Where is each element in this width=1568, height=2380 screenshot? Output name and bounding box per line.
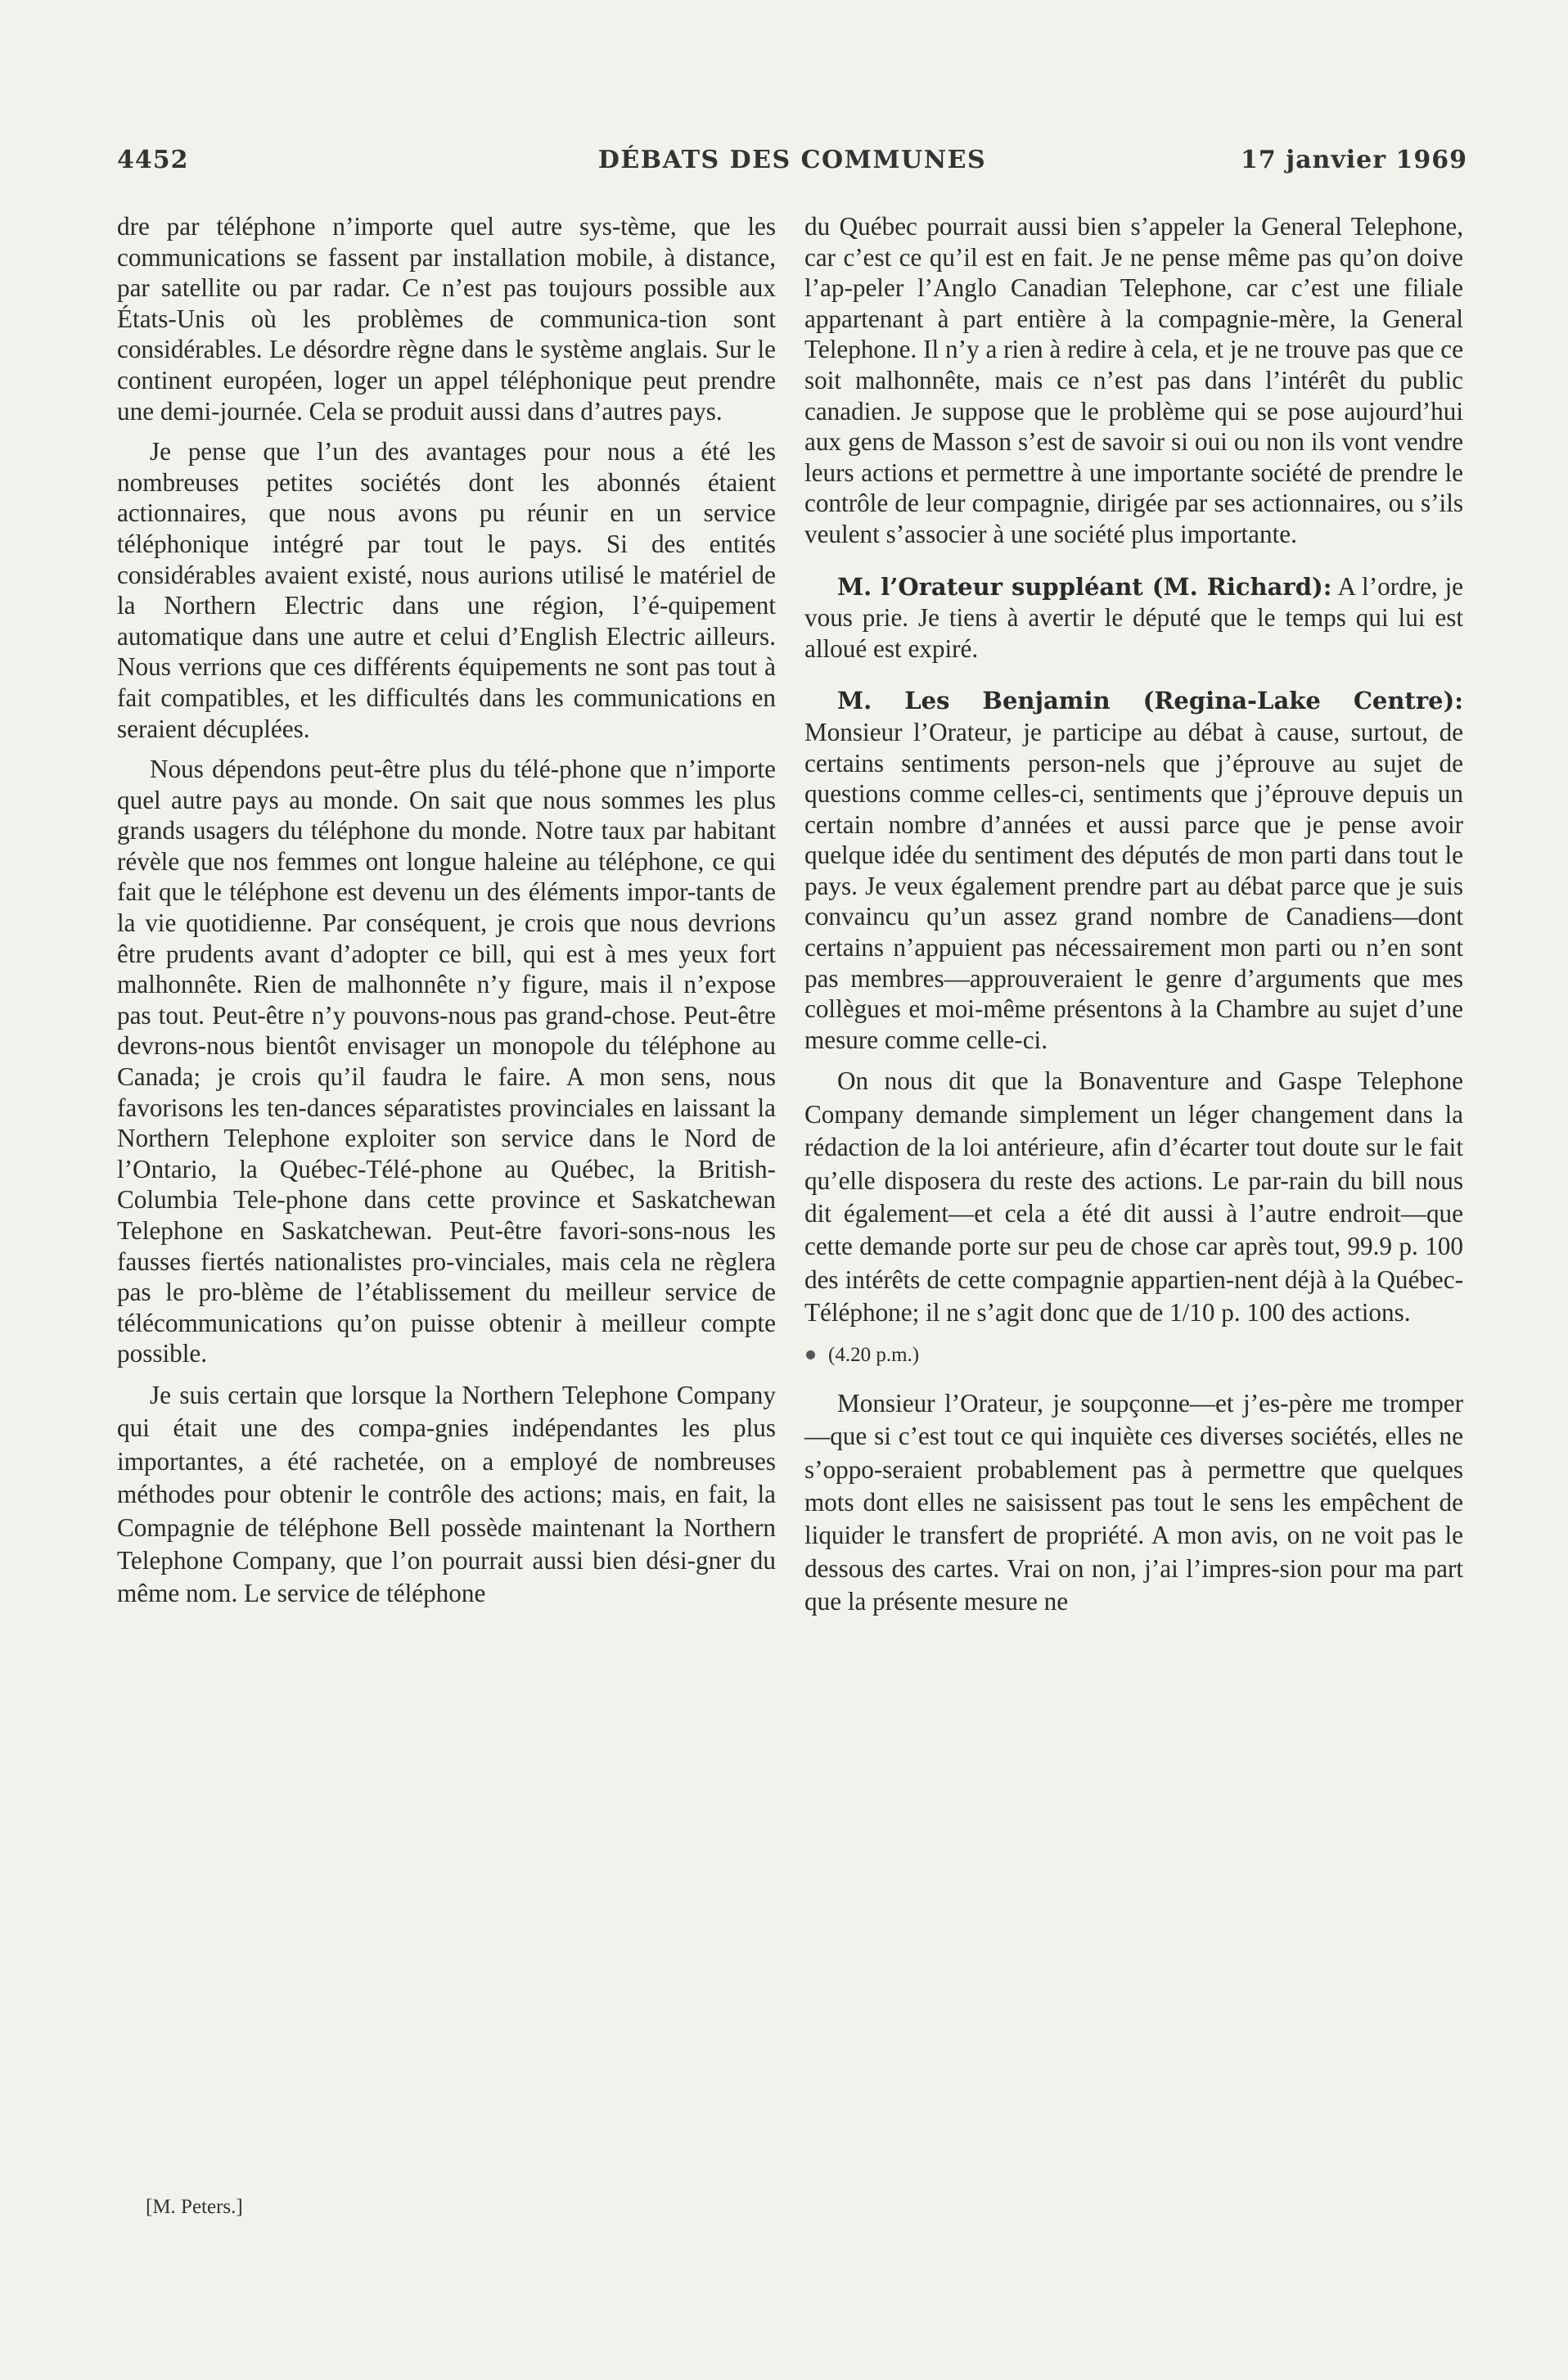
right-column xyxy=(804,211,1463,1629)
page-date: 17 janvier 1969 xyxy=(1241,146,1467,174)
time-marker xyxy=(804,1341,1463,1369)
bullet-icon xyxy=(806,1350,815,1359)
footer-speaker-ref: [M. Peters.] xyxy=(146,2196,243,2218)
time-marker-text: (4.20 p.m.) xyxy=(828,1343,920,1366)
speaker-paragraph xyxy=(804,571,1463,665)
speaker-name: M. Les Benjamin (Regina-Lake Centre): xyxy=(837,687,1463,715)
paragraph: Nous dépendons peut-être plus du télé-phone que n’importe quel autre pays au monde. On sait que nous sommes les plus grands usagers du téléphone du monde. Notre taux par habitant révèle que nos femmes ont longue haleine au téléphone, ce qui fait que le téléphone est devenu un des éléments impor-tants de la vie quotidienne. Par conséquent, je crois que nous devrions être prudents avant d’adopter ce bill, qui est à mes yeux fort malhonnête. Rien de malhonnête n’y figure, mais il n’expose pas tout. Peut-être n’y pouvons-nous pas grand-chose. Peut-être devrons-nous bientôt envisager un monopole du téléphone au Canada; je crois qu’il faudra le faire. A mon sens, nous favorisons les ten-dances séparatistes provinciales en laissant la Northern Telephone exploiter son service dans le Nord de l’Ontario, la Québec-Télé-phone au Québec, la British-Columbia Tele-phone dans cette province et Saskatchewan Telephone en Saskatchewan. Peut-être favori-sons-nous les fausses fiertés nationalistes pro-vinciales, mais cela ne règlera pas le pro-blème de l’établissement du meilleur service de télécommunications qu’on puisse obtenir à meilleur compte possible. xyxy=(117,755,776,1368)
speaker-paragraph xyxy=(804,685,1463,1055)
paragraph: Je pense que l’un des avantages pour nous a été les nombreuses petites sociétés dont les abonnés étaient actionnaires, que nous avons pu réunir en un service téléphonique intégré par tout le pays. Si des entités considérables avaient existé, nous aurions utilisé le matériel de la Northern Electric dans une région, l’é-quipement automatique dans une autre et celui d’English Electric ailleurs. Nous verrions que ces différents équipements ne sont pas tout à fait compatibles, et les difficultés dans les communications en seraient décuplées. xyxy=(117,437,776,743)
paragraph: du Québec pourrait aussi bien s’appeler la General Telephone, car c’est ce qu’il est en fait. Je ne pense même pas qu’on doive l’ap-peler l’Anglo Canadian Telephone, car c’est une filiale appartenant à part entière à la compagnie-mère, la General Telephone. Il n’y a rien à redire à cela, et je ne trouve pas que ce soit malhonnête, mais ce n’est pas dans l’intérêt du public canadien. Je suppose que le problème qui se pose aujourd’hui aux gens de Masson s’est de savoir si oui ou non ils vont vendre leurs actions et permettre à une importante société de prendre le contrôle de leur compagnie, dirigée par ses actionnaires, ou s’ils veulent s’associer à une société plus importante. xyxy=(804,212,1463,548)
paragraph: dre par téléphone n’importe quel autre sys-tème, que les communications se fassent par installation mobile, à distance, par satellite ou par radar. Ce n’est pas toujours possible aux États-Unis où les problèmes de communica-tion sont considérables. Le désordre règne dans le système anglais. Sur le continent européen, loger un appel téléphonique peut prendre une demi-journée. Cela se produit aussi dans d’autres pays. xyxy=(117,212,776,426)
page-number: 4452 xyxy=(117,146,189,174)
paragraph: On nous dit que la Bonaventure and Gaspe Telephone Company demande simplement un léger changement dans la rédaction de la loi antérieure, afin d’écarter tout doute sur le fait qu’elle disposera du reste des actions. Le par-rain du bill nous dit également—et cela a été dit aussi à l’autre endroit—que cette demande porte sur peu de chose car après tout, 99.9 p. 100 des intérêts de cette compagnie appartien-nent déjà à la Québec-Téléphone; il ne s’agit donc que de 1/10 p. 100 des actions. xyxy=(804,1066,1463,1327)
publication-title: DÉBATS DES COMMUNES xyxy=(597,146,987,174)
speaker-text: A l’ordre, je vous prie. Je tiens à avertir le député que le temps qui lui est alloué est expiré. xyxy=(804,571,1463,663)
paragraph: Je suis certain que lorsque la Northern Telephone Company qui était une des compa-gnies indépendantes les plus importantes, a été rachetée, on a employé de nombreuses méthodes pour obtenir le contrôle des actions; mais, en fait, la Compagnie de téléphone Bell possède maintenant la Northern Telephone Company, que l’on pourrait aussi bien dési-gner du même nom. Le service de téléphone xyxy=(117,1380,776,1608)
paragraph: Monsieur l’Orateur, je soupçonne—et j’es-père me tromper—que si c’est tout ce qui inquiète ces diverses sociétés, elles ne s’oppo-seraient probablement pas à permettre que quelques mots dont elles ne saisissent pas tout le sens les empêchent de liquider le transfert de propriété. A mon avis, on ne voit pas le dessous des cartes. Vrai on non, j’ai l’impres-sion pour ma part que la présente mesure ne xyxy=(804,1388,1463,1616)
speaker-name: M. l’Orateur suppléant (M. Richard): xyxy=(837,572,1332,601)
page-header xyxy=(117,146,1467,182)
left-column xyxy=(117,211,776,1620)
speaker-text: Monsieur l’Orateur, je participe au débat à cause, surtout, de certains sentiments person-nels que j’éprouve au sujet de questions comme celles-ci, sentiments que j’éprouve depuis un certain nombre d’années et aussi parce que je pense avoir quelque idée du sentiment des députés de mon parti dans tout le pays. Je veux également prendre part au débat parce que je suis convaincu qu’un assez grand nombre de Canadiens—dont certains n’appuient pas nécessairement mon parti ou n’en sont pas membres—approuveraient le genre d’arguments que mes collègues et moi-même présentons à la Chambre au sujet d’une mesure comme celle-ci. xyxy=(804,717,1463,1054)
